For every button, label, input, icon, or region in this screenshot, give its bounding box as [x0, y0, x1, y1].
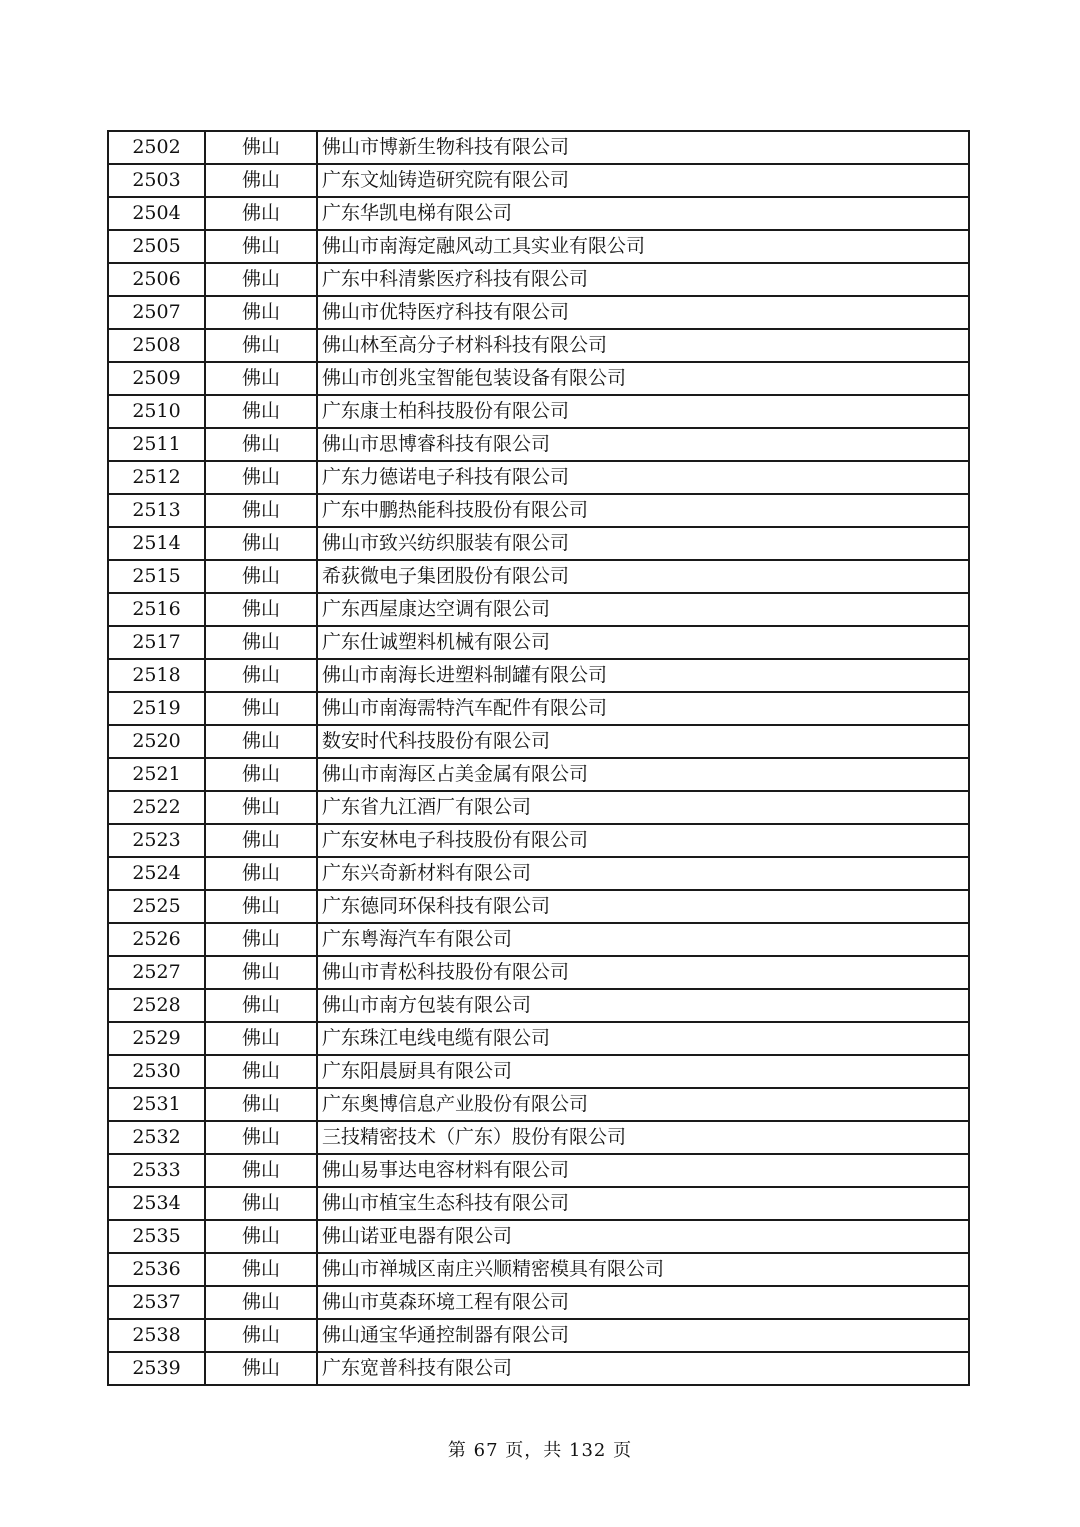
row-city-cell: 佛山 — [205, 230, 317, 263]
row-company-name-cell: 广东康士柏科技股份有限公司 — [317, 395, 969, 428]
table-row — [108, 1220, 969, 1253]
row-city-cell: 佛山 — [205, 989, 317, 1022]
row-number-cell: 2507 — [108, 296, 205, 329]
row-city-cell: 佛山 — [205, 1352, 317, 1385]
row-company-name-cell: 广东阳晨厨具有限公司 — [317, 1055, 969, 1088]
row-city-cell: 佛山 — [205, 593, 317, 626]
row-company-name-cell: 广东西屋康达空调有限公司 — [317, 593, 969, 626]
row-company-name-cell: 佛山市莫森环境工程有限公司 — [317, 1286, 969, 1319]
row-city-cell: 佛山 — [205, 527, 317, 560]
row-city-cell: 佛山 — [205, 1121, 317, 1154]
row-number-cell: 2511 — [108, 428, 205, 461]
row-city-cell: 佛山 — [205, 329, 317, 362]
row-number-cell: 2537 — [108, 1286, 205, 1319]
row-city-cell: 佛山 — [205, 824, 317, 857]
table-row — [108, 296, 969, 329]
row-company-name-cell: 佛山市青松科技股份有限公司 — [317, 956, 969, 989]
row-number-cell: 2514 — [108, 527, 205, 560]
row-company-name-cell: 佛山市南海长进塑料制罐有限公司 — [317, 659, 969, 692]
row-number-cell: 2505 — [108, 230, 205, 263]
table-row — [108, 758, 969, 791]
row-company-name-cell: 广东德同环保科技有限公司 — [317, 890, 969, 923]
table-row — [108, 131, 969, 164]
row-city-cell: 佛山 — [205, 626, 317, 659]
table-row — [108, 659, 969, 692]
row-number-cell: 2536 — [108, 1253, 205, 1286]
row-company-name-cell: 佛山市优特医疗科技有限公司 — [317, 296, 969, 329]
row-number-cell: 2524 — [108, 857, 205, 890]
row-city-cell: 佛山 — [205, 791, 317, 824]
table-row — [108, 1253, 969, 1286]
row-number-cell: 2533 — [108, 1154, 205, 1187]
row-number-cell: 2513 — [108, 494, 205, 527]
row-number-cell: 2534 — [108, 1187, 205, 1220]
row-company-name-cell: 广东文灿铸造研究院有限公司 — [317, 164, 969, 197]
row-city-cell: 佛山 — [205, 725, 317, 758]
row-company-name-cell: 广东省九江酒厂有限公司 — [317, 791, 969, 824]
row-company-name-cell: 佛山市南海区占美金属有限公司 — [317, 758, 969, 791]
row-company-name-cell: 广东珠江电线电缆有限公司 — [317, 1022, 969, 1055]
row-company-name-cell: 广东宽普科技有限公司 — [317, 1352, 969, 1385]
row-number-cell: 2531 — [108, 1088, 205, 1121]
row-company-name-cell: 广东奥博信息产业股份有限公司 — [317, 1088, 969, 1121]
row-number-cell: 2517 — [108, 626, 205, 659]
row-city-cell: 佛山 — [205, 1022, 317, 1055]
row-number-cell: 2525 — [108, 890, 205, 923]
row-number-cell: 2516 — [108, 593, 205, 626]
row-city-cell: 佛山 — [205, 263, 317, 296]
row-company-name-cell: 广东仕诚塑料机械有限公司 — [317, 626, 969, 659]
table-row — [108, 956, 969, 989]
table-row — [108, 593, 969, 626]
table-row — [108, 395, 969, 428]
table-row — [108, 1055, 969, 1088]
row-number-cell: 2510 — [108, 395, 205, 428]
table-row — [108, 1088, 969, 1121]
row-city-cell: 佛山 — [205, 857, 317, 890]
row-company-name-cell: 广东华凯电梯有限公司 — [317, 197, 969, 230]
table-row — [108, 1187, 969, 1220]
table-body — [108, 131, 969, 1385]
row-company-name-cell: 广东安林电子科技股份有限公司 — [317, 824, 969, 857]
table-row — [108, 1154, 969, 1187]
row-company-name-cell: 佛山市南海定融风动工具实业有限公司 — [317, 230, 969, 263]
row-city-cell: 佛山 — [205, 956, 317, 989]
row-number-cell: 2506 — [108, 263, 205, 296]
row-number-cell: 2529 — [108, 1022, 205, 1055]
table-row — [108, 725, 969, 758]
row-company-name-cell: 佛山市创兆宝智能包装设备有限公司 — [317, 362, 969, 395]
row-company-name-cell: 佛山市植宝生态科技有限公司 — [317, 1187, 969, 1220]
row-company-name-cell: 佛山市博新生物科技有限公司 — [317, 131, 969, 164]
row-company-name-cell: 广东力德诺电子科技有限公司 — [317, 461, 969, 494]
row-city-cell: 佛山 — [205, 395, 317, 428]
table-row — [108, 329, 969, 362]
table-row — [108, 164, 969, 197]
row-city-cell: 佛山 — [205, 1220, 317, 1253]
table-row — [108, 857, 969, 890]
row-city-cell: 佛山 — [205, 1286, 317, 1319]
table-row — [108, 230, 969, 263]
row-number-cell: 2527 — [108, 956, 205, 989]
table-row — [108, 626, 969, 659]
row-number-cell: 2504 — [108, 197, 205, 230]
row-company-name-cell: 佛山易事达电容材料有限公司 — [317, 1154, 969, 1187]
table-row — [108, 494, 969, 527]
row-city-cell: 佛山 — [205, 1187, 317, 1220]
row-number-cell: 2502 — [108, 131, 205, 164]
row-city-cell: 佛山 — [205, 461, 317, 494]
table-row — [108, 1022, 969, 1055]
row-company-name-cell: 佛山市致兴纺织服装有限公司 — [317, 527, 969, 560]
row-city-cell: 佛山 — [205, 197, 317, 230]
row-city-cell: 佛山 — [205, 659, 317, 692]
table-row — [108, 824, 969, 857]
page-footer: 第 67 页，共 132 页 — [447, 1440, 633, 1461]
row-number-cell: 2503 — [108, 164, 205, 197]
table-row — [108, 461, 969, 494]
table-row — [108, 560, 969, 593]
table-row — [108, 1352, 969, 1385]
row-number-cell: 2539 — [108, 1352, 205, 1385]
row-number-cell: 2526 — [108, 923, 205, 956]
row-company-name-cell: 佛山市南方包装有限公司 — [317, 989, 969, 1022]
row-number-cell: 2530 — [108, 1055, 205, 1088]
row-city-cell: 佛山 — [205, 1253, 317, 1286]
row-number-cell: 2522 — [108, 791, 205, 824]
row-company-name-cell: 广东中科清紫医疗科技有限公司 — [317, 263, 969, 296]
row-number-cell: 2523 — [108, 824, 205, 857]
row-number-cell: 2518 — [108, 659, 205, 692]
row-number-cell: 2528 — [108, 989, 205, 1022]
table-row — [108, 1121, 969, 1154]
row-number-cell: 2521 — [108, 758, 205, 791]
row-number-cell: 2515 — [108, 560, 205, 593]
row-number-cell: 2509 — [108, 362, 205, 395]
table-row — [108, 197, 969, 230]
table-row — [108, 428, 969, 461]
row-city-cell: 佛山 — [205, 758, 317, 791]
row-city-cell: 佛山 — [205, 890, 317, 923]
row-company-name-cell: 佛山通宝华通控制器有限公司 — [317, 1319, 969, 1352]
row-city-cell: 佛山 — [205, 1055, 317, 1088]
row-company-name-cell: 佛山诺亚电器有限公司 — [317, 1220, 969, 1253]
table-row — [108, 527, 969, 560]
row-city-cell: 佛山 — [205, 428, 317, 461]
row-number-cell: 2532 — [108, 1121, 205, 1154]
row-company-name-cell: 广东兴奇新材料有限公司 — [317, 857, 969, 890]
row-city-cell: 佛山 — [205, 296, 317, 329]
row-city-cell: 佛山 — [205, 494, 317, 527]
row-company-name-cell: 广东中鹏热能科技股份有限公司 — [317, 494, 969, 527]
row-number-cell: 2508 — [108, 329, 205, 362]
table-row — [108, 923, 969, 956]
row-city-cell: 佛山 — [205, 692, 317, 725]
row-city-cell: 佛山 — [205, 362, 317, 395]
row-number-cell: 2519 — [108, 692, 205, 725]
row-company-name-cell: 佛山林至高分子材料科技有限公司 — [317, 329, 969, 362]
row-company-name-cell: 佛山市思博睿科技有限公司 — [317, 428, 969, 461]
row-city-cell: 佛山 — [205, 1088, 317, 1121]
table-row — [108, 791, 969, 824]
row-company-name-cell: 三技精密技术（广东）股份有限公司 — [317, 1121, 969, 1154]
row-number-cell: 2520 — [108, 725, 205, 758]
row-city-cell: 佛山 — [205, 164, 317, 197]
table-row — [108, 1286, 969, 1319]
company-list-table — [107, 130, 970, 1386]
row-company-name-cell: 广东粤海汽车有限公司 — [317, 923, 969, 956]
row-city-cell: 佛山 — [205, 923, 317, 956]
row-city-cell: 佛山 — [205, 560, 317, 593]
table-row — [108, 362, 969, 395]
row-company-name-cell: 数安时代科技股份有限公司 — [317, 725, 969, 758]
table-row — [108, 989, 969, 1022]
row-company-name-cell: 佛山市禅城区南庄兴顺精密模具有限公司 — [317, 1253, 969, 1286]
row-city-cell: 佛山 — [205, 1154, 317, 1187]
row-city-cell: 佛山 — [205, 1319, 317, 1352]
row-company-name-cell: 佛山市南海需特汽车配件有限公司 — [317, 692, 969, 725]
row-company-name-cell: 希荻微电子集团股份有限公司 — [317, 560, 969, 593]
row-number-cell: 2535 — [108, 1220, 205, 1253]
table-row — [108, 263, 969, 296]
row-number-cell: 2512 — [108, 461, 205, 494]
table-row — [108, 692, 969, 725]
row-city-cell: 佛山 — [205, 131, 317, 164]
table-row — [108, 890, 969, 923]
table-row — [108, 1319, 969, 1352]
row-number-cell: 2538 — [108, 1319, 205, 1352]
